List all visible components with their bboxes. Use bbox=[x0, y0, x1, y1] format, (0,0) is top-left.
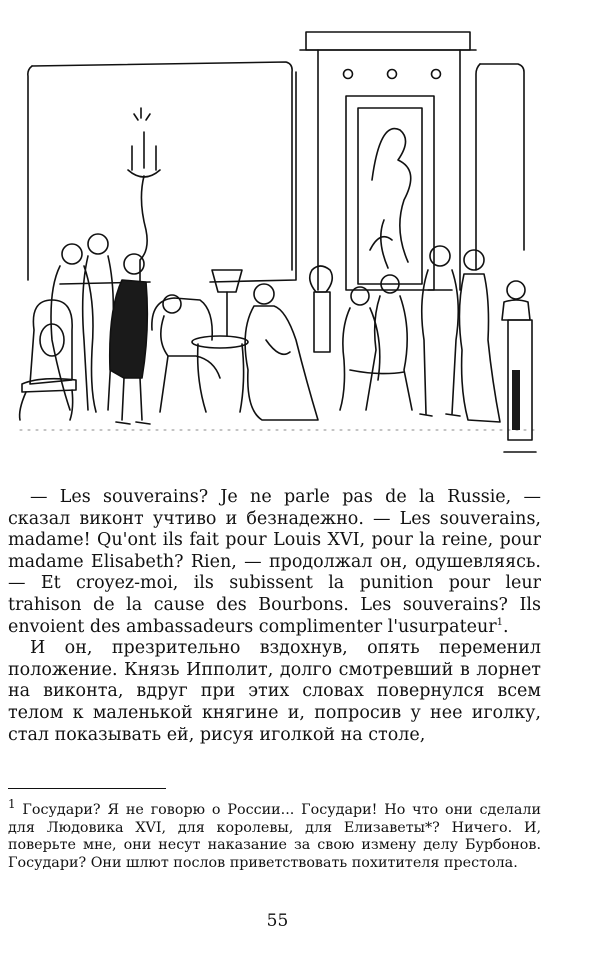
bust-column bbox=[502, 281, 536, 452]
footnote bbox=[8, 796, 541, 873]
footnote-text: Государи? Я не говорю о России... Государи! Но что они сделали для Людовика XVI, для королевы, для Елизаветы*? Ничего. И, поверьте мне, они несут наказание за свою измену делу Бурбонов. Государи? Они шлют послов приветствовать похитителя престола. bbox=[8, 801, 541, 872]
seated-figures-right bbox=[340, 275, 412, 410]
wall-panel bbox=[28, 62, 296, 284]
seated-lady bbox=[245, 284, 318, 420]
footnote-paragraph bbox=[8, 796, 541, 873]
paragraph-1 bbox=[8, 487, 541, 638]
standing-officer bbox=[420, 246, 460, 416]
standing-figures-left bbox=[51, 234, 113, 412]
table-lamp bbox=[192, 270, 248, 412]
page-number: 55 bbox=[266, 911, 289, 931]
seated-man-left bbox=[152, 295, 220, 412]
standing-lady-right bbox=[459, 250, 500, 422]
salon-illustration bbox=[0, 0, 601, 470]
paragraph-2 bbox=[8, 638, 541, 746]
right-wall-panel bbox=[476, 64, 524, 270]
urn-pedestal bbox=[310, 266, 333, 352]
footnote-divider bbox=[8, 788, 166, 789]
footnote-ref: 1 bbox=[496, 616, 503, 628]
main-text bbox=[8, 487, 541, 746]
paragraph-1-text: — Les souverains? Je ne parle pas de la Russie, — сказал виконт учтиво и безнадежно. — Les souverains, madame! Qu'ont ils fait pour Louis XVI, pour la reine, pour madame Elisabeth? Rien, — продолжал он, одушевляясь. — Et croyez-moi, ils subissent la punition pour leur trahison de la cause des Bourbons. Les souverains? Ils envoient des ambassadeurs complimenter l'usurpateur bbox=[8, 487, 541, 637]
paragraph-2-text: И он, презрительно вздохнув, опять переменил положение. Князь Ипполит, долго смотревший в лорнет на виконта, вдруг при этих словах повернулся всем телом к маленькой княгине и, попросив у нее иголку, стал показывать ей, рисуя иголкой на столе, bbox=[8, 638, 541, 745]
footnote-marker: 1 bbox=[8, 797, 16, 811]
paragraph-1-end: . bbox=[502, 616, 509, 637]
gentleman-dark-coat bbox=[110, 254, 150, 424]
